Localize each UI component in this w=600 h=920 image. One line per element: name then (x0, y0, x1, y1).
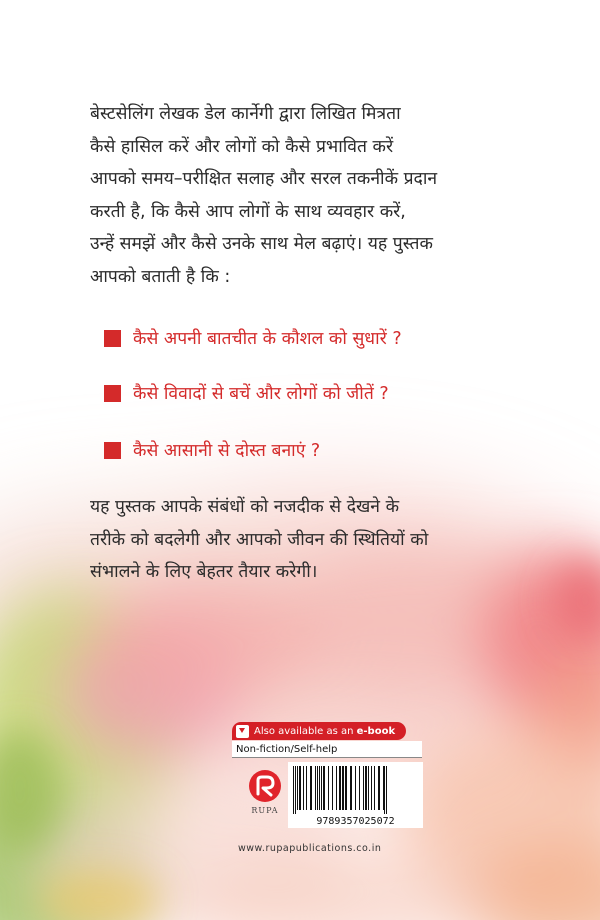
barcode-bar (383, 766, 384, 810)
barcode-bar (368, 766, 369, 810)
publisher-website: www.rupapublications.co.in (238, 843, 382, 854)
barcode-bar (345, 766, 347, 810)
bullet-text: कैसे आसानी से दोस्त बनाएं ? (133, 441, 321, 461)
barcode-bar (378, 766, 380, 810)
barcode-bar (306, 766, 307, 810)
barcode-bar (319, 766, 320, 810)
red-square-bullet-icon (104, 330, 121, 347)
barcode (288, 762, 423, 828)
publisher-logo (247, 768, 283, 828)
barcode-bar (384, 766, 385, 814)
intro-line: उन्हें समझें और कैसे उनके साथ मेल बढ़ाएं। यह पुस्तक (90, 234, 433, 254)
ebook-badge-text (254, 726, 395, 737)
bullet-text: कैसे अपनी बातचीत के कौशल को सुधारें ? (133, 329, 402, 349)
intro-line: कैसे हासिल करें और लोगों को कैसे प्रभावित करें (90, 136, 394, 157)
rupa-logo-icon (247, 768, 283, 804)
barcode-bar (315, 766, 316, 810)
barcode-bar (365, 766, 367, 810)
red-square-bullet-icon (104, 385, 121, 402)
barcode-bar (295, 766, 296, 814)
intro-line: बेस्टसेलिंग लेखक डेल कार्नेगी द्वारा लिखित मित्रता (90, 104, 401, 124)
download-icon (236, 725, 249, 738)
bullet-text: कैसे विवादों से बचें और लोगों को जीतें ? (133, 384, 389, 404)
bullet-item (104, 378, 389, 408)
ebook-badge (232, 722, 406, 740)
barcode-bar (328, 766, 329, 810)
outro-line: तरीके को बदलेगी और आपको जीवन की स्थितियों को (90, 529, 429, 550)
barcode-bar (321, 766, 322, 810)
barcode-bar (339, 766, 341, 810)
red-square-bullet-icon (104, 442, 121, 459)
barcode-bar (355, 766, 356, 810)
publisher-name: RUPA (251, 806, 279, 815)
ebook-bold: e-book (356, 725, 396, 737)
barcode-bar (374, 766, 375, 810)
isbn-number: 9789357025072 (316, 816, 395, 827)
barcode-bar (323, 766, 325, 810)
barcode-bar (342, 766, 344, 810)
intro-line: आपको समय–परीक्षित सलाह और सरल तकनीकें प्रदान (90, 169, 438, 189)
barcode-bar (310, 766, 312, 810)
barcode-bar (293, 766, 294, 814)
outro-paragraph (90, 491, 560, 589)
bullet-item (104, 435, 320, 465)
barcode-bar (332, 766, 333, 810)
barcode-bar (363, 766, 364, 810)
barcode-bar (303, 766, 304, 810)
bullet-item (104, 323, 402, 353)
barcode-bar (336, 766, 337, 810)
intro-paragraph (90, 98, 560, 293)
barcode-bar (297, 766, 298, 810)
outro-line: यह पुस्तक आपके संबंधों को नजदीक से देखने के (90, 497, 400, 517)
barcode-bars (291, 766, 420, 814)
genre-label: Non-fiction/Self-help (232, 741, 422, 758)
barcode-bar (371, 766, 372, 810)
intro-line: करती है, कि कैसे आप लोगों के साथ व्यवहार करें, (90, 201, 406, 222)
barcode-bar (317, 766, 318, 810)
barcode-bar (386, 766, 387, 814)
barcode-bar (350, 766, 352, 810)
ebook-prefix: Also available as an (254, 725, 357, 737)
barcode-bar (359, 766, 360, 810)
outro-line: संभालने के लिए बेहतर तैयार करेगी। (90, 562, 318, 582)
barcode-bar (299, 766, 301, 810)
intro-line: आपको बताती है कि : (90, 266, 231, 287)
